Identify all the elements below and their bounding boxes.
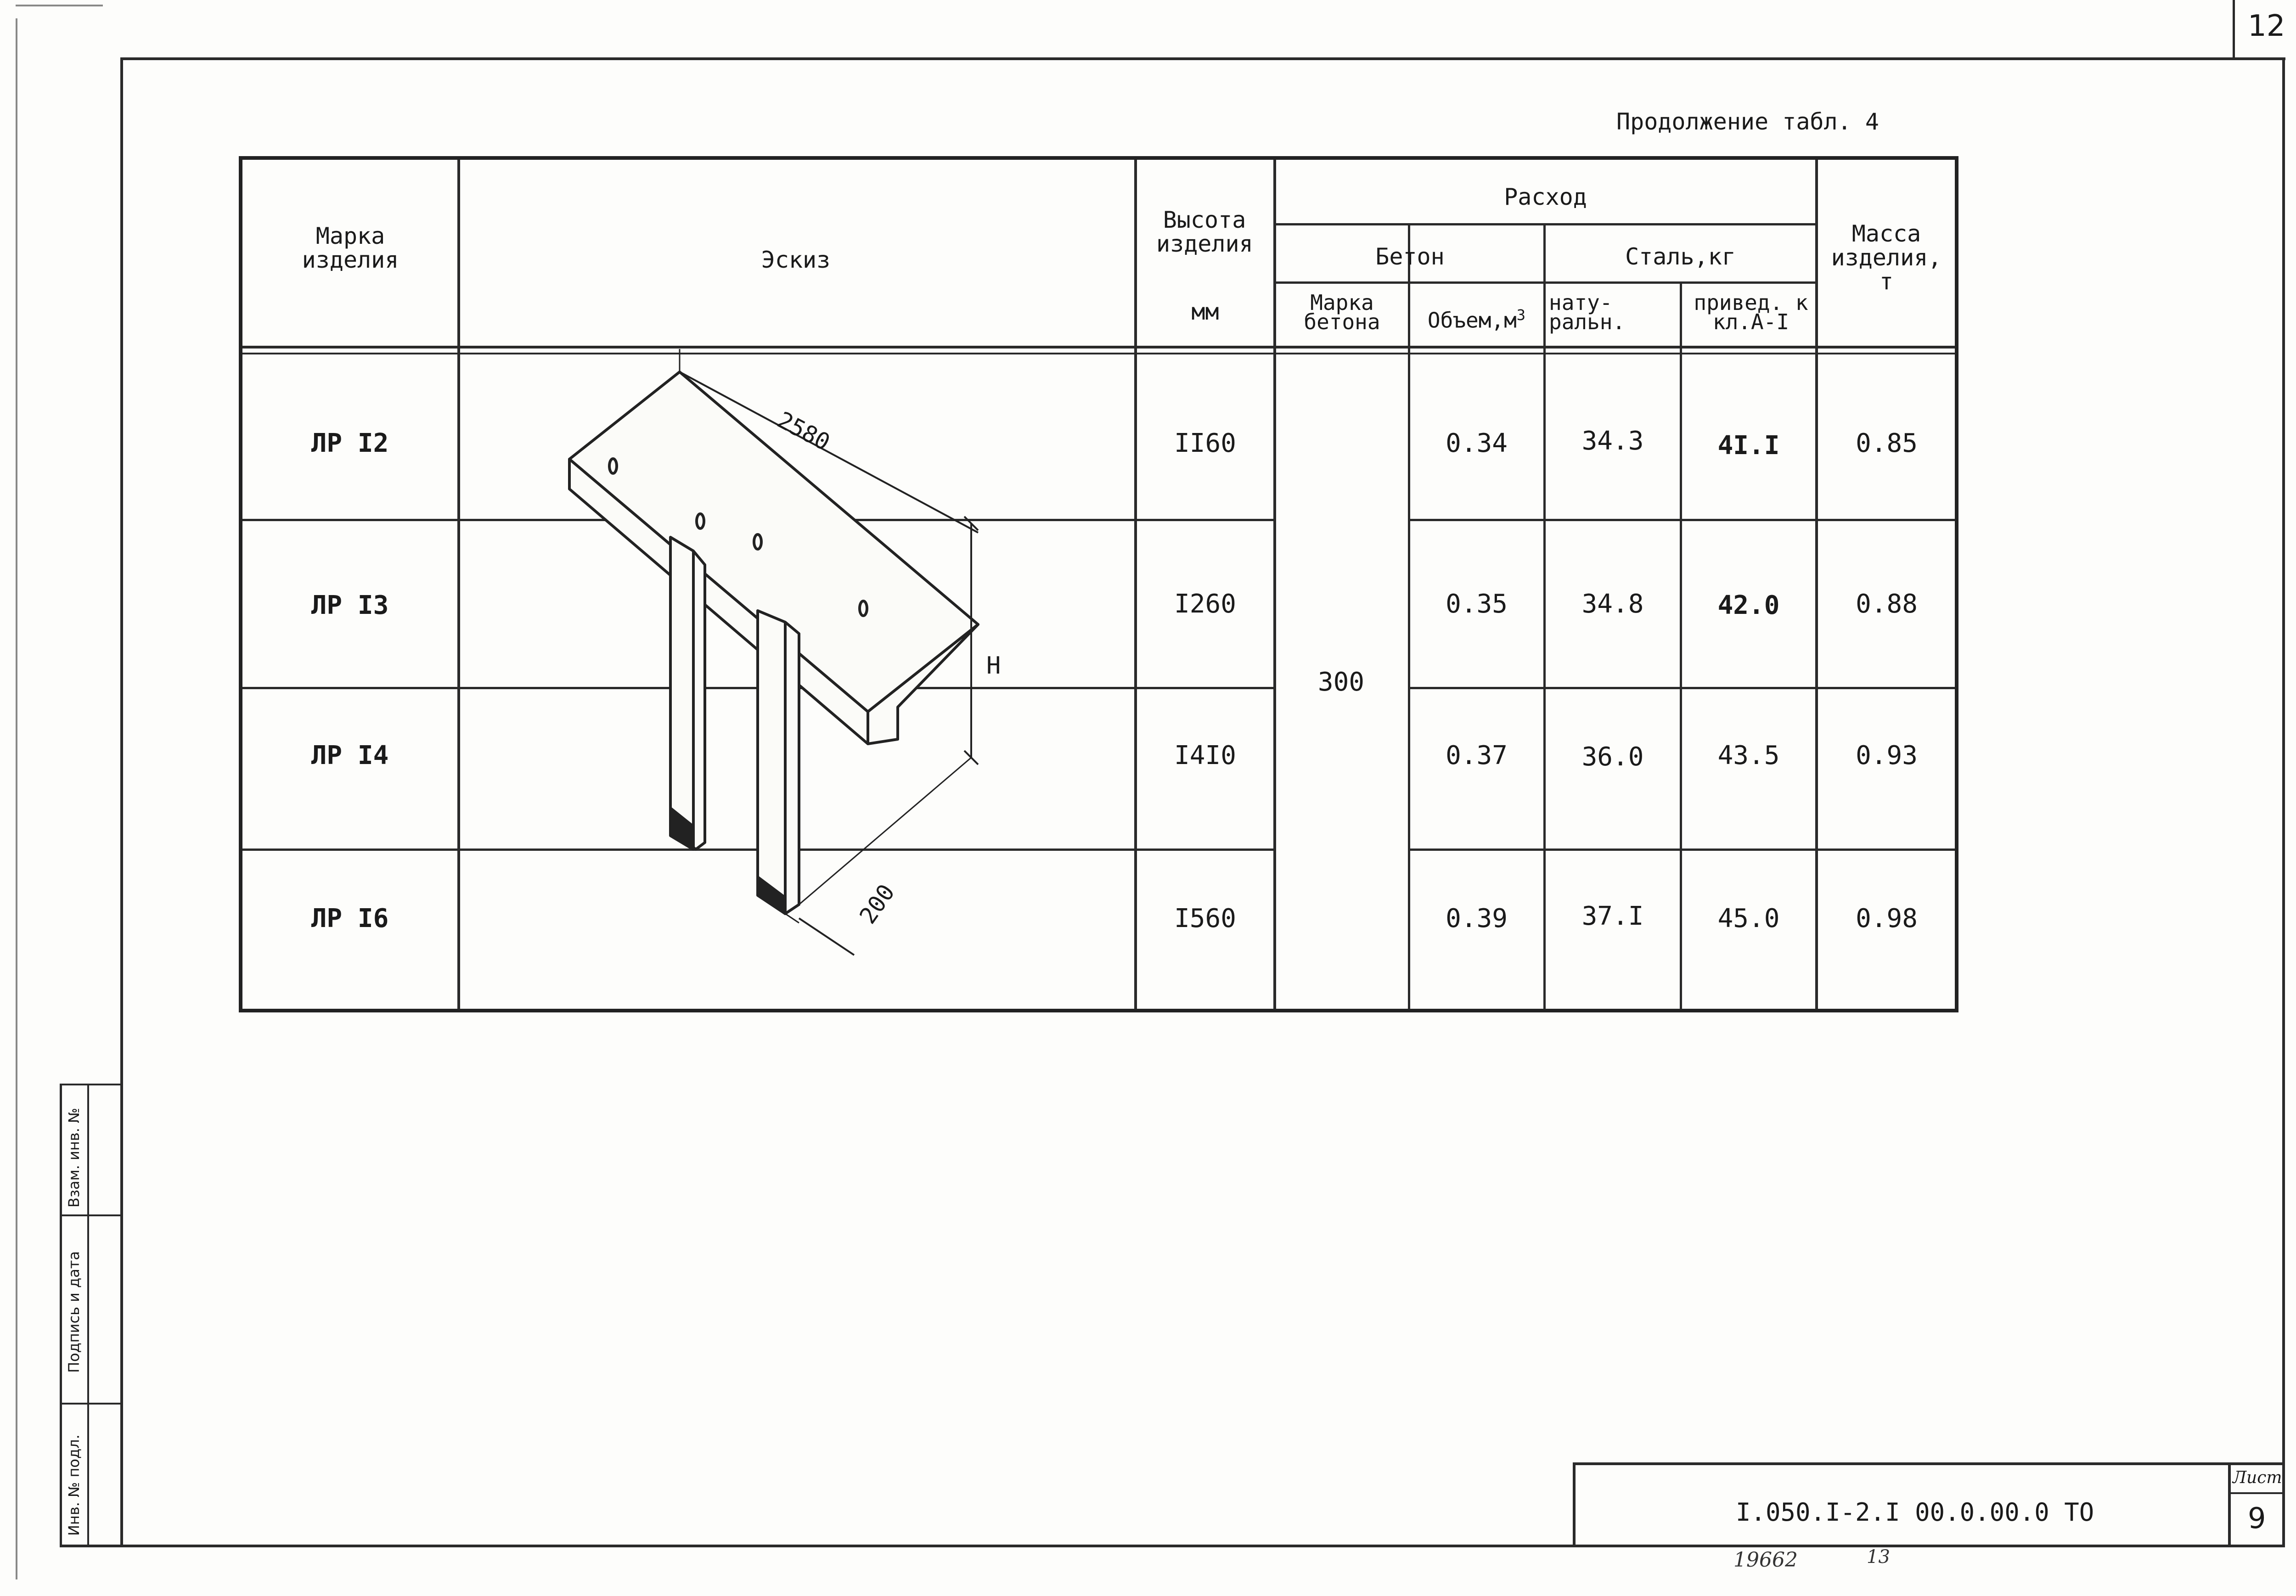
concrete-grade-value: 300 <box>1317 667 1365 697</box>
corner-page-number: 12 <box>2248 9 2285 43</box>
materials-table <box>239 156 1958 1012</box>
row1-height: II60 <box>1174 428 1236 458</box>
col-line-1 <box>457 160 460 1009</box>
row4-mark: ЛР I6 <box>311 904 389 933</box>
header-sketch: Эскиз <box>761 247 831 273</box>
corner-box-left <box>2233 0 2235 57</box>
dim-width-label: 200 <box>854 879 900 929</box>
header-separator-2 <box>242 353 1955 354</box>
bottom-number-mark: 19662 <box>1733 1548 1798 1572</box>
title-block-top <box>1573 1462 2285 1465</box>
leg-left <box>670 537 705 849</box>
title-block-left <box>1573 1462 1576 1547</box>
row-line-3b <box>1408 849 1955 851</box>
frame-bottom <box>60 1545 2285 1547</box>
trim-line-left <box>16 18 17 1579</box>
row1-mark: ЛР I2 <box>311 428 389 458</box>
row4-height: I560 <box>1174 904 1236 933</box>
row3-height: I4I0 <box>1174 741 1236 770</box>
header-mark: Марка изделия <box>302 223 399 273</box>
header-concrete-grade: Марка бетона <box>1304 290 1380 334</box>
row1-steel-reduced: 4I.I <box>1717 431 1780 461</box>
header-height-unit: мм <box>1191 298 1219 325</box>
row1-volume: 0.34 <box>1446 428 1508 458</box>
hdr-line-subgroups <box>1273 281 1815 284</box>
dim-length-label: 2580 <box>773 406 834 456</box>
frame-left <box>120 57 123 1547</box>
sheet-number: 9 <box>2248 1501 2266 1535</box>
header-steel-natural: нату- ральн. <box>1549 290 1626 334</box>
doc-code: I.050.I-2.I 00.0.00.0 ТО <box>1736 1498 2094 1527</box>
stamp-sep-2 <box>60 1403 123 1405</box>
header-concrete: Бетон <box>1375 243 1445 270</box>
row3-steel-reduced: 43.5 <box>1717 741 1780 770</box>
row2-steel-reduced: 42.0 <box>1717 590 1780 620</box>
row2-volume: 0.35 <box>1446 589 1508 619</box>
row3-volume: 0.37 <box>1446 741 1508 770</box>
header-consumption: Расход <box>1504 184 1587 210</box>
frame-top <box>120 57 2285 60</box>
col-line-6 <box>1680 281 1682 1009</box>
header-mass: Масса изделия, т <box>1831 220 1942 295</box>
col-line-4 <box>1408 224 1410 1009</box>
header-volume-text: Объем,м <box>1427 308 1517 333</box>
dim-width-ext <box>785 914 799 923</box>
row3-steel-natural: 36.0 <box>1581 742 1644 772</box>
bottom-page-mark: 13 <box>1867 1546 1890 1568</box>
row4-volume: 0.39 <box>1446 904 1508 933</box>
dim-width-line <box>799 918 854 955</box>
row4-steel-natural: 37.I <box>1581 901 1644 931</box>
row-line-1b <box>1408 519 1955 521</box>
row4-mass: 0.98 <box>1856 904 1918 933</box>
row3-mark: ЛР I4 <box>311 741 389 770</box>
stamp-inv-repl: Взам. инв. № <box>65 1107 83 1208</box>
col-line-2 <box>1134 160 1137 1009</box>
header-volume <box>1411 303 1542 332</box>
dim-height-label: H <box>986 652 1001 680</box>
hdr-line-consumption <box>1273 223 1815 225</box>
leg-right <box>758 611 799 914</box>
col-line-3 <box>1273 160 1276 1009</box>
row-line-2b <box>1408 687 1955 689</box>
sheet-label: Лист <box>2233 1468 2282 1487</box>
row2-height: I260 <box>1174 589 1236 619</box>
header-volume-sup: 3 <box>1516 306 1526 324</box>
frame-sketch <box>542 349 1029 983</box>
row1-mass: 0.85 <box>1856 428 1918 458</box>
col-line-7 <box>1815 160 1818 1009</box>
row3-mass: 0.93 <box>1856 741 1918 770</box>
row2-mark: ЛР I3 <box>311 590 389 620</box>
stamp-outer-left <box>60 1084 62 1546</box>
row4-steel-reduced: 45.0 <box>1717 904 1780 933</box>
row1-steel-natural: 34.3 <box>1581 426 1644 456</box>
header-separator <box>242 346 1955 348</box>
row2-steel-natural: 34.8 <box>1581 589 1644 619</box>
stamp-sign-date: Подпись и дата <box>65 1251 83 1373</box>
stamp-inv-orig: Инв. № подл. <box>65 1434 83 1536</box>
header-steel-reduced: привед. к кл.А-I <box>1694 290 1808 334</box>
row2-mass: 0.88 <box>1856 589 1918 619</box>
frame-right <box>2282 57 2285 1547</box>
trim-line-top <box>16 5 103 6</box>
stamp-top <box>60 1084 123 1085</box>
header-steel: Сталь,кг <box>1625 243 1736 270</box>
title-block-sheet-divider <box>2228 1462 2231 1547</box>
title-block-sheet-sep <box>2228 1492 2285 1494</box>
dim-height-ext <box>799 758 971 905</box>
stamp-sep-1 <box>60 1214 123 1216</box>
continuation-label: Продолжение табл. 4 <box>1616 108 1879 135</box>
stamp-divider <box>87 1084 89 1546</box>
header-height: Высота изделия <box>1156 207 1253 257</box>
